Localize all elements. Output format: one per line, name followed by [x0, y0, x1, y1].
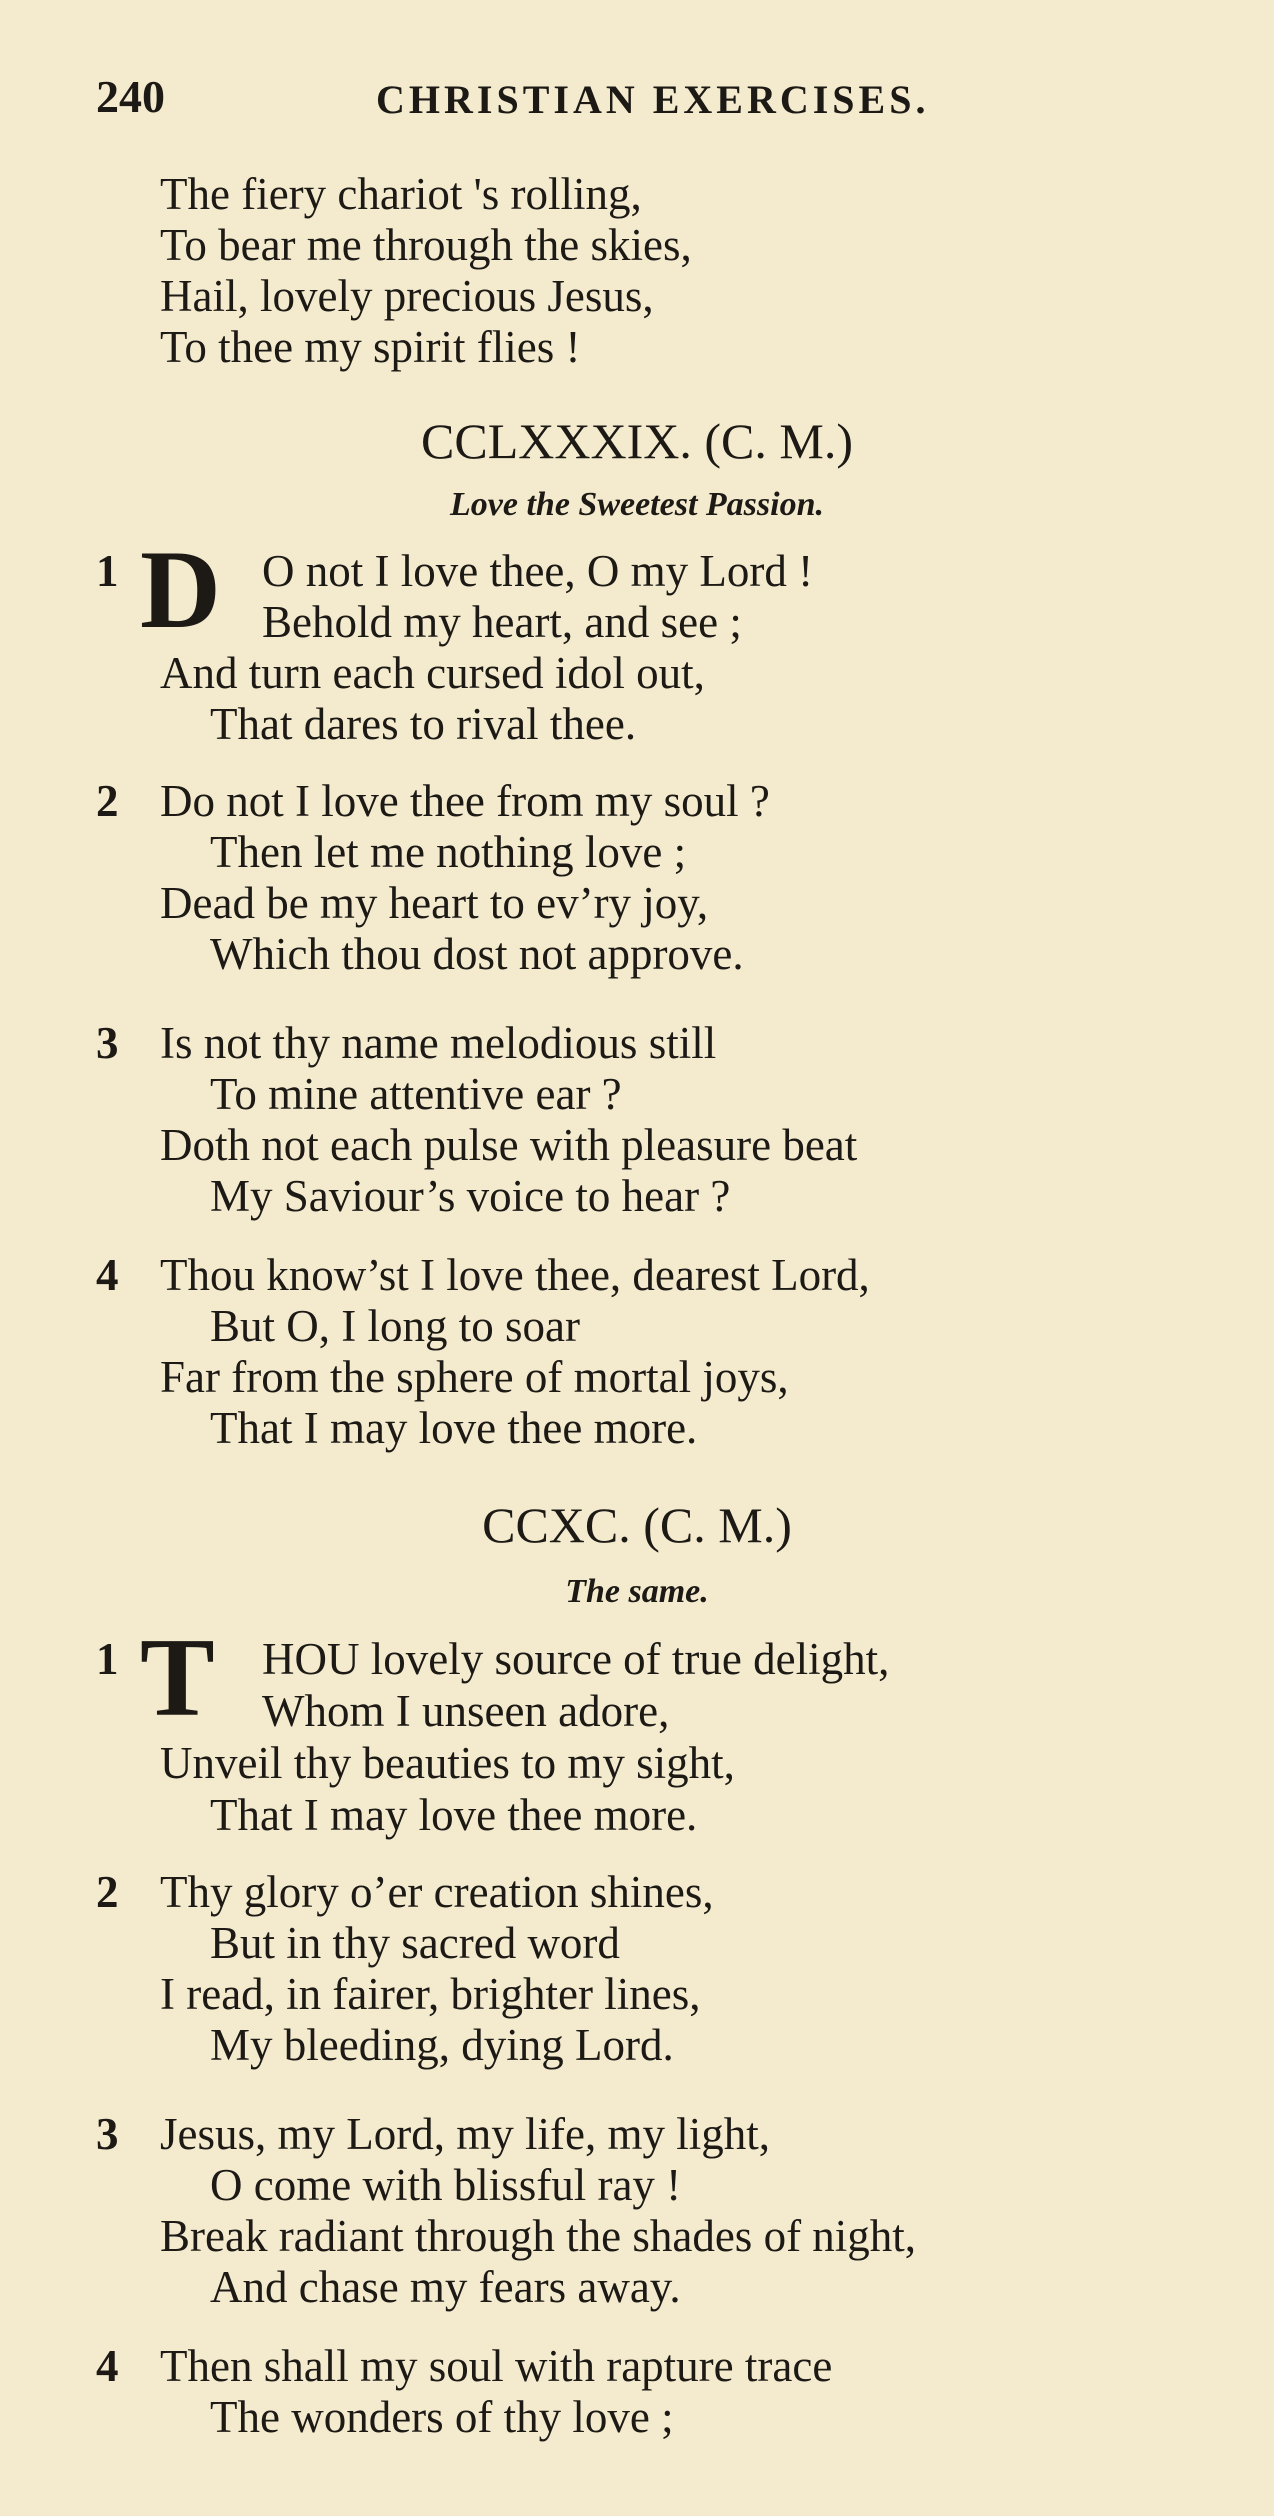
intro-line: To thee my spirit flies !	[160, 322, 581, 372]
drop-cap: D	[140, 528, 221, 652]
hymn-subtitle: The same.	[565, 1573, 709, 1610]
verse-line: Jesus, my Lord, my life, my light,	[160, 2109, 770, 2159]
verse-line: Which thou dost not approve.	[210, 929, 744, 979]
verse-line: Far from the sphere of mortal joys,	[160, 1352, 789, 1402]
verse-line: Whom I unseen adore,	[262, 1686, 670, 1736]
hymn-subtitle: Love the Sweetest Passion.	[450, 486, 824, 523]
verse-line: Then let me nothing love ;	[210, 827, 687, 877]
verse-line: To mine attentive ear ?	[210, 1069, 622, 1119]
verse-line: HOU lovely source of true delight,	[262, 1634, 890, 1684]
verse-line: But O, I long to soar	[210, 1301, 580, 1351]
verse-line: Break radiant through the shades of night,	[160, 2211, 917, 2261]
verse-line: Then shall my soul with rapture trace	[160, 2341, 833, 2391]
hymn-title: CCXC. (C. M.)	[482, 1497, 792, 1553]
verse-line: Unveil thy beauties to my sight,	[160, 1738, 735, 1788]
intro-line: The fiery chariot 's rolling,	[160, 169, 642, 219]
stanza-number: 3	[96, 1018, 119, 1068]
verse-line: Thou know’st I love thee, dearest Lord,	[160, 1250, 870, 1300]
verse-line: My bleeding, dying Lord.	[210, 2020, 674, 2070]
intro-line: To bear me through the skies,	[160, 220, 692, 270]
verse-line: Is not thy name melodious still	[160, 1018, 717, 1068]
stanza-number: 2	[96, 776, 119, 826]
page-number: 240	[96, 71, 165, 122]
stanza-number: 3	[96, 2109, 119, 2159]
verse-line: And chase my fears away.	[210, 2262, 681, 2312]
verse-line: That I may love thee more.	[210, 1403, 698, 1453]
verse-line: Behold my heart, and see ;	[262, 597, 742, 647]
verse-line: The wonders of thy love ;	[210, 2392, 674, 2442]
verse-line: But in thy sacred word	[210, 1918, 620, 1968]
intro-line: Hail, lovely precious Jesus,	[160, 271, 654, 321]
verse-line: O come with blissful ray !	[210, 2160, 682, 2210]
page-header	[96, 70, 1196, 130]
verse-line: My Saviour’s voice to hear ?	[210, 1171, 731, 1221]
verse-line: And turn each cursed idol out,	[160, 648, 705, 698]
hymn-title: CCLXXXIX. (C. M.)	[421, 413, 853, 469]
verse-line: That I may love thee more.	[210, 1790, 698, 1840]
verse-line: I read, in fairer, brighter lines,	[160, 1969, 701, 2019]
running-title: CHRISTIAN EXERCISES.	[376, 77, 930, 122]
drop-cap: T	[140, 1616, 215, 1740]
verse-line: Doth not each pulse with pleasure beat	[160, 1120, 858, 1170]
stanza-number: 2	[96, 1867, 119, 1917]
stanza-number: 4	[96, 2341, 119, 2391]
stanza-number: 1	[96, 546, 119, 596]
verse-line: That dares to rival thee.	[210, 699, 637, 749]
verse-line: Dead be my heart to ev’ry joy,	[160, 878, 709, 928]
verse-line: Do not I love thee from my soul ?	[160, 776, 770, 826]
verse-line: Thy glory o’er creation shines,	[160, 1867, 714, 1917]
verse-line: O not I love thee, O my Lord !	[262, 546, 814, 596]
stanza-number: 4	[96, 1250, 119, 1300]
stanza-number: 1	[96, 1634, 119, 1684]
